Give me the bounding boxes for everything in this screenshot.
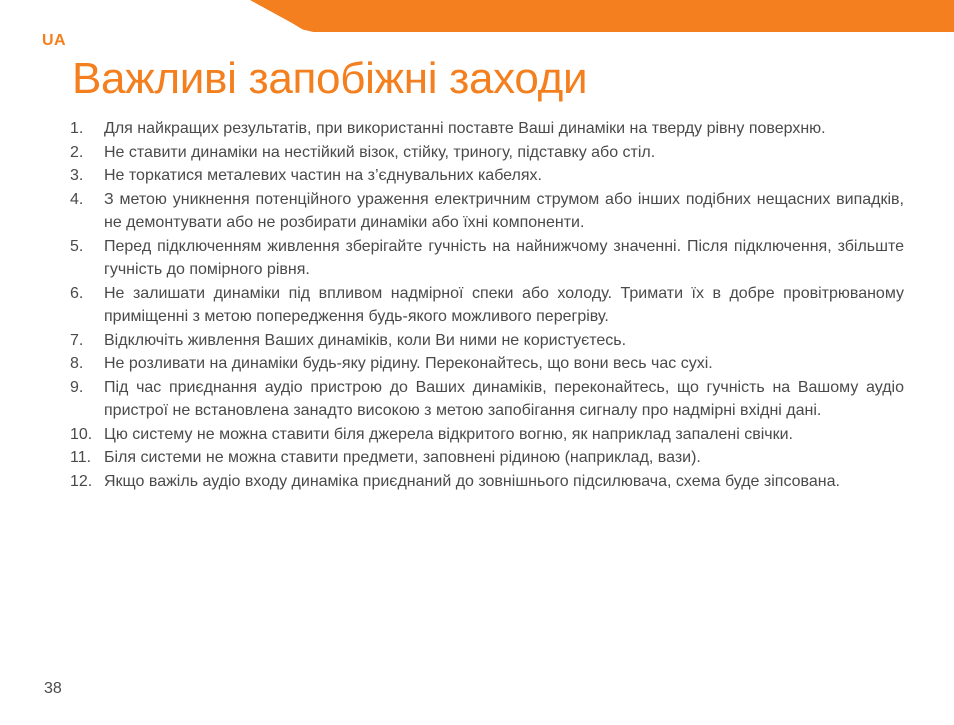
list-item [70, 282, 904, 329]
safety-instructions-list [70, 117, 904, 493]
item-number: 12. [70, 472, 93, 490]
item-text: Цю систему не можна ставити біля джерела відкритого вогню, як наприклад запалені свічки. [104, 425, 793, 443]
list-item [70, 188, 904, 235]
item-text: Для найкращих результатів, при використанні поставте Ваші динаміки на тверду рівну поверхню. [104, 120, 826, 137]
item-text: Відключіть живлення Ваших динаміків, коли Ви ними не користуєтесь. [104, 331, 627, 349]
list-item [70, 117, 904, 141]
list-item [70, 376, 904, 423]
page-title: Важливі запобіжні заходи [72, 54, 588, 103]
item-number: 6. [70, 284, 84, 302]
item-number: 5. [70, 237, 84, 255]
item-number: 3. [70, 167, 84, 184]
item-text: Не ставити динаміки на нестійкий візок, стійку, триногу, підставку або стіл. [104, 143, 656, 161]
language-code: UA [42, 32, 67, 49]
list-item [70, 423, 904, 447]
item-number: 10. [70, 425, 93, 443]
item-text: Під час приєднання аудіо пристрою до Ваших динаміків, переконайтесь, що гучність на Вашому аудіо пристрої не встановлена занадто високою з метою запобігання сигналу про надмірні вхідні дані. [104, 378, 904, 419]
item-number: 1. [70, 120, 84, 137]
item-text: Перед підключенням живлення зберігайте гучність на найнижчому значенні. Після підключення, збільште гучність до помірного рівня. [104, 237, 904, 278]
list-item [70, 329, 904, 353]
item-text: Не торкатися металевих частин на з’єднувальних кабелях. [104, 167, 542, 184]
item-number: 4. [70, 190, 84, 208]
item-number: 7. [70, 331, 84, 349]
list-item [70, 164, 904, 188]
list-item [70, 352, 904, 376]
item-number: 11. [70, 449, 92, 466]
item-text: Не розливати на динаміки будь-яку рідину. Переконайтесь, що вони весь час сухі. [104, 355, 713, 372]
item-number: 2. [70, 143, 84, 161]
item-number: 8. [70, 355, 84, 372]
item-number: 9. [70, 378, 84, 396]
item-text: З метою уникнення потенційного ураження електричним струмом або інших подібних нещасних випадків, не демонтувати або не розбирати динаміки або їхні компоненти. [104, 190, 904, 231]
item-text: Якщо важіль аудіо входу динаміка приєднаний до зовнішнього підсилювача, схема буде зіпсована. [104, 472, 840, 490]
list-item [70, 446, 904, 470]
header-accent-bar [250, 0, 954, 32]
page-number: 38 [44, 680, 62, 697]
list-item [70, 141, 904, 165]
item-text: Не залишати динаміки під впливом надмірної спеки або холоду. Тримати їх в добре провітрюваному приміщенні з метою попередження будь-якого можливого перегріву. [104, 284, 904, 325]
list-item [70, 235, 904, 282]
list-item [70, 470, 904, 494]
item-text: Біля системи не можна ставити предмети, заповнені рідиною (наприклад, вази). [104, 449, 701, 466]
